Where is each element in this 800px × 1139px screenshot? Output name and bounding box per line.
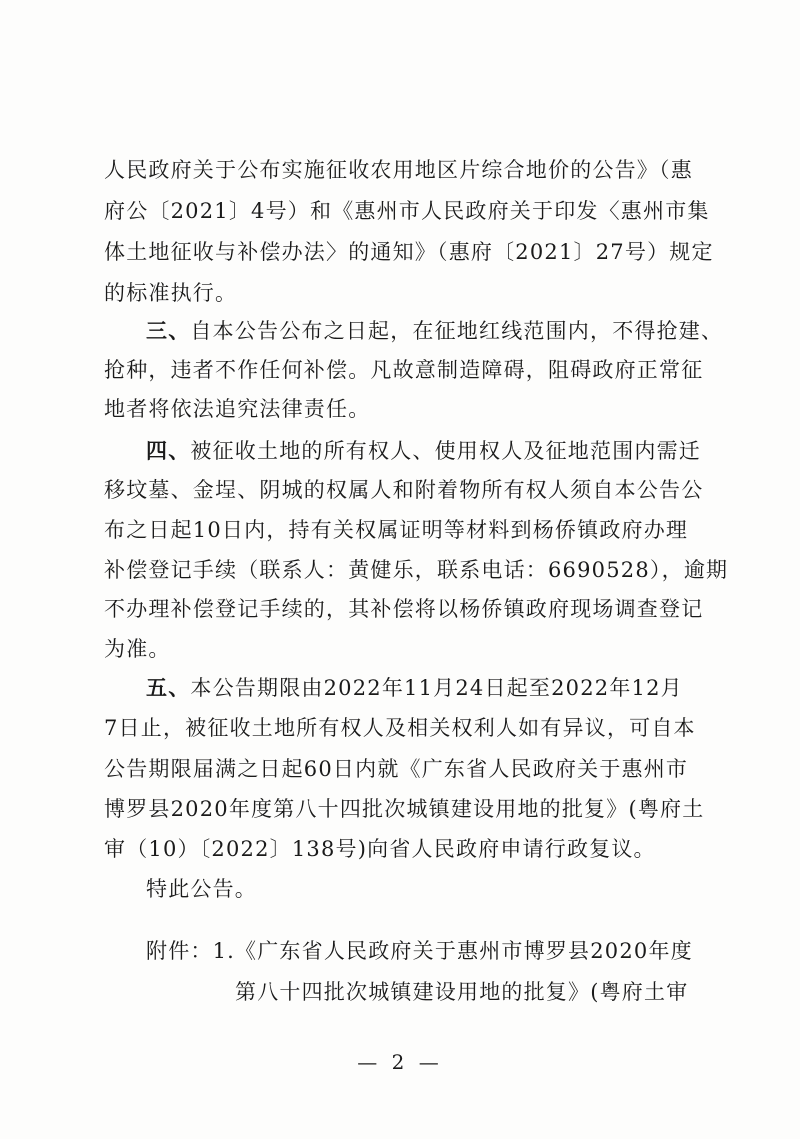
- section-three-heading: 三、: [146, 318, 191, 343]
- text-line: 府公〔2021〕4号）和《惠州市人民政府关于印发〈惠州市集: [104, 199, 710, 223]
- text-line: 补偿登记手续（联系人：黄健乐，联系电话：6690528），逾期: [104, 558, 729, 582]
- section-five-heading: 五、: [146, 675, 191, 700]
- attachment-line: 第八十四批次城镇建设用地的批复》(粤府土审: [235, 980, 689, 1004]
- section-three-line: [146, 318, 746, 344]
- page-number: — 2 —: [357, 1050, 443, 1074]
- closing-text: 特此公告。: [146, 877, 257, 901]
- text-line: 7日止，被征收土地所有权人及相关权利人如有异议，可自本: [104, 716, 696, 740]
- text-line: 体土地征收与补偿办法〉的通知》（惠府〔2021〕27号）规定: [104, 240, 714, 264]
- text-line: 的标准执行。: [104, 281, 238, 305]
- text-span: 被征收土地的所有权人、使用权人及征地范围内需迁: [190, 439, 702, 463]
- text-line: 移坟墓、金埕、阴城的权属人和附着物所有权人须自本公告公: [104, 478, 704, 502]
- text-line: 不办理补偿登记手续的，其补偿将以杨侨镇政府现场调查登记: [104, 597, 704, 621]
- section-four-heading: 四、: [146, 438, 191, 463]
- text-span: 自本公告公布之日起，在征地红线范围内，不得抢建、: [190, 319, 724, 343]
- section-four-line: [146, 438, 746, 464]
- section-five-line: [146, 675, 746, 701]
- text-line: 布之日起10日内，持有关权属证明等材料到杨侨镇政府办理: [104, 518, 689, 542]
- text-line: 人民政府关于公布实施征收农用地区片综合地价的公告》（惠: [104, 158, 693, 182]
- text-line: 地者将依法追究法律责任。: [104, 397, 371, 421]
- text-line: 公告期限届满之日起60日内就《广东省人民政府关于惠州市: [104, 757, 689, 781]
- text-span: 本公告期限由2022年11月24日起至2022年12月: [190, 676, 683, 700]
- text-line: 抢种，违者不作任何补偿。凡故意制造障碍，阻碍政府正常征: [104, 358, 704, 382]
- text-line: 为准。: [104, 637, 171, 661]
- attachment-line: 附件：1.《广东省人民政府关于惠州市博罗县2020年度: [146, 939, 693, 963]
- text-line: 博罗县2020年度第八十四批次城镇建设用地的批复》(粤府土: [104, 797, 705, 821]
- text-line: 审（10）〔2022〕138号)向省人民政府申请行政复议。: [104, 837, 656, 861]
